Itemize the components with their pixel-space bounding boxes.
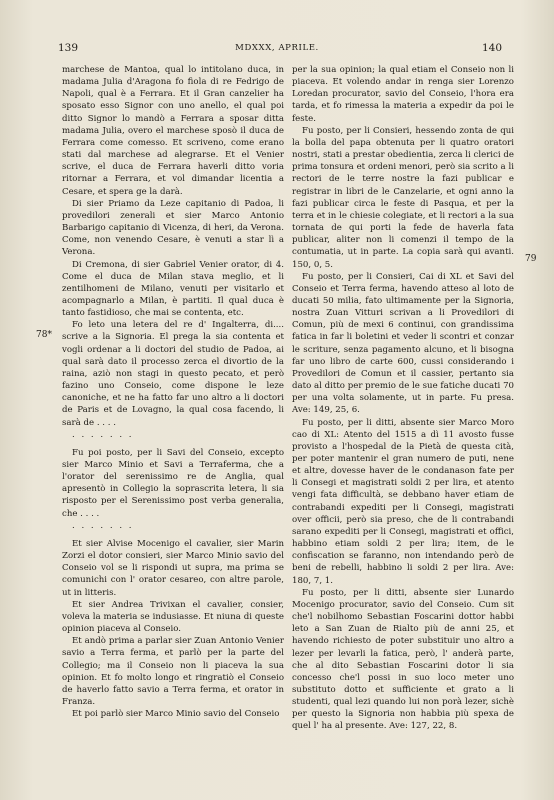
paragraph: Et andò prima a parlar sier Zuan Antonio Venier savio a Terra ferma, et parlò per la parte del Collegio; ma il Conseio non li piaceva la sua opinion. Et fo molto longo et ringratiò el Conseio de haverlo fatto savio a Terra ferma, et orator in Franza.	[62, 636, 284, 707]
paragraph: Et poi parlò sier Marco Minio savio del Conseio	[72, 709, 280, 720]
paragraph: marchese de Mantoa, qual lo intitolano duca, in madama Julia d'Aragona fo fiola di re Fedrigo de Napoli, qual è a Ferrara. Et il Gran canzelier ha sposato esso Signor con uno anello, el qual poi ditto Signor lo mandò a Ferrara a sposar ditta madama Julia, overo el marchese sposò il duca de Ferrara come comesso. Et scriveno, come erano stati dal marchese ad alegrarse. Et el Venier scrive, el duca de Ferrara haverli ditto voria ritornar a Ferrara, et vol dimandar licentia a Cesare, et spera ge la darà.	[62, 65, 284, 197]
paragraph: Et sier Alvise Mocenigo el cavalier, sier Marin Zorzi el dotor consieri, sier Marco Minio savio del Conseio vol se li rispondi ut supra, ma prima se comunichi con l' orator cesareo, con altre parole, ut in litteris.	[62, 538, 284, 598]
paragraph: Di Cremona, di sier Gabriel Venier orator, di 4. Come el duca de Milan stava meglio, et li zentilhomeni de Milano, venuti per visitarlo et acompagnarlo a Milan, è partiti. Il qual duca è tanto fastidioso, che mai se contenta, etc.	[62, 259, 284, 319]
margin-number-right: 79	[525, 254, 537, 264]
paragraph: Di sier Priamo da Leze capitanio di Padoa, li provedilori zenerali et sier Marco Antonio Barbarigo capitanio di Vicenza, di heri, da Verona. Come, non venendo Cesare, è venuti a star lì a Verona.	[62, 198, 284, 258]
paragraph: Fu posto, per li ditti, absente sier Lunardo Mocenigo procurator, savio del Conseio. Cum sit che'l nobilhomo Sebastian Foscarini dottor habbi leto a San Zuan de Rialto più de anni 25, et havendo richiesto de poter substituir uno altro a lezer per levarli la fatica, però, l' anderà parte, che al dito Sebastian Foscarini dotor li sia concesso che'l possi in suo loco meter uno substituto dotto et sufficiente et grato a li studenti, qual lezi quando lui non porà lezer, sichè per questo la Signoria non habbia più spexa de quel l' ha al presente. Ave: 127, 22, 8.	[292, 587, 514, 732]
paragraph: Fu posto, per li ditti, absente sier Marco Moro cao di XL: Atento del 1515 a dì 11 avosto fusse provisto a l'hospedal de la Pietà de questa cità, per poter mantenir el gran numero de puti, nene et altre, dovesse haver de le condanason fate per li Consegi et magistrati soldi 2 per lira, et atento vengi fata difficultà, se debbano haver etiam de contrabandi expediti per li Consegi, magistrati over officii, però sia preso, che de li contrabandi sarano expediti per li Consegi, magistrati et offici, habbino etiam soldi 2 per lira; item, de le confiscation se faranno, non intendando però de beni de rebelli, habbino li soldi 2 per lira. Ave: 180, 7, 1.	[292, 417, 514, 586]
margin-number-left: 78*	[36, 330, 52, 340]
paragraph: Fu poi posto, per li Savi del Conseio, excepto sier Marco Minio et Savi a Terraferma, che a l'orator del serenissimo re de Anglia, qual apresentò in Collegio la soprascrita letera, li sia risposto per el Serenissimo post verba generalia, che . . . .	[62, 447, 284, 519]
right-column	[292, 64, 514, 733]
ellipsis-line: . . . . . . .	[72, 520, 134, 531]
page-number-right: 140	[481, 42, 502, 54]
paragraph: Fo leto una letera del re d' Ingalterra, di.... scrive a la Signoria. El prega la sia contenta et vogli ordenar a li doctori del studio de Padoa, ai qual sarà dato il processo zerca el divortio de la raina, aziò non stagi in questo pecato, et però fazino uno Conseio, come dispone le leze canoniche, et ne ha fatto far uno altro a li doctori de Paris et de Lovagno, la qual cosa facendo, li sarà de . . . .	[62, 320, 284, 428]
paragraph: Et sier Andrea Trivixan el cavalier, consier, voleva la materia se indusiasse. Et niuna di queste opinion piaceva al Conseio.	[62, 599, 284, 635]
page-number-left: 139	[58, 42, 79, 54]
left-column	[62, 64, 284, 720]
running-title: MDXXX, APRILE.	[235, 43, 319, 53]
ellipsis-line: . . . . . . .	[72, 429, 134, 440]
paragraph: Fu posto, per li Consieri, hessendo zonta de qui la bolla del papa obtenuta per li quatro oratori nostri, stati a prestar obedientia, zerca li clerici de prima tonsura et ordeni menori, però sia scrito a li rectori de le terre nostre la fazi publicar e registrar in libri de le Canzelarie, et ogni anno la fazi publicar circa le feste di Pasqua, et per la terra et in le chiesie colegiate, et li rectori a la sua tornata de qui porti la fede de haverla fata publicar, aliter non li comenzi il tempo de la contumatia, ut in parte. La copia sarà qui avanti. 150, 0, 5.	[292, 125, 514, 270]
paragraph: per la sua opinion; la qual etiam el Conseio non li piaceva. Et volendo andar in renga sier Lorenzo Loredan procurator, savio del Conseio, l'hora era tarda, et fo rimessa la materia a expedir da poi le feste.	[292, 65, 514, 124]
page-header	[0, 42, 554, 58]
paragraph: Fu posto, per li Consieri, Cai di XL et Savi del Conseio et Terra ferma, havendo atteso al loto de ducati 50 milia, fato ultimamente per la Signoria, nostra Zuan Vitturi scrivan a li Provedilori di Comun, più de mexi 6 continui, con grandissima fatica in far li boletini et veder li scontri et conzar le scriture, senza pagamento alcuno, et li bisogna far uno libro de carte 600, cussi considerando i Provedilori de Comun et il cassier, pertanto sia dato al ditto per premio de le sue fatiche ducati 70 per una volta solamente, ut in parte. Fu presa. Ave: 149, 25, 6.	[292, 271, 514, 416]
